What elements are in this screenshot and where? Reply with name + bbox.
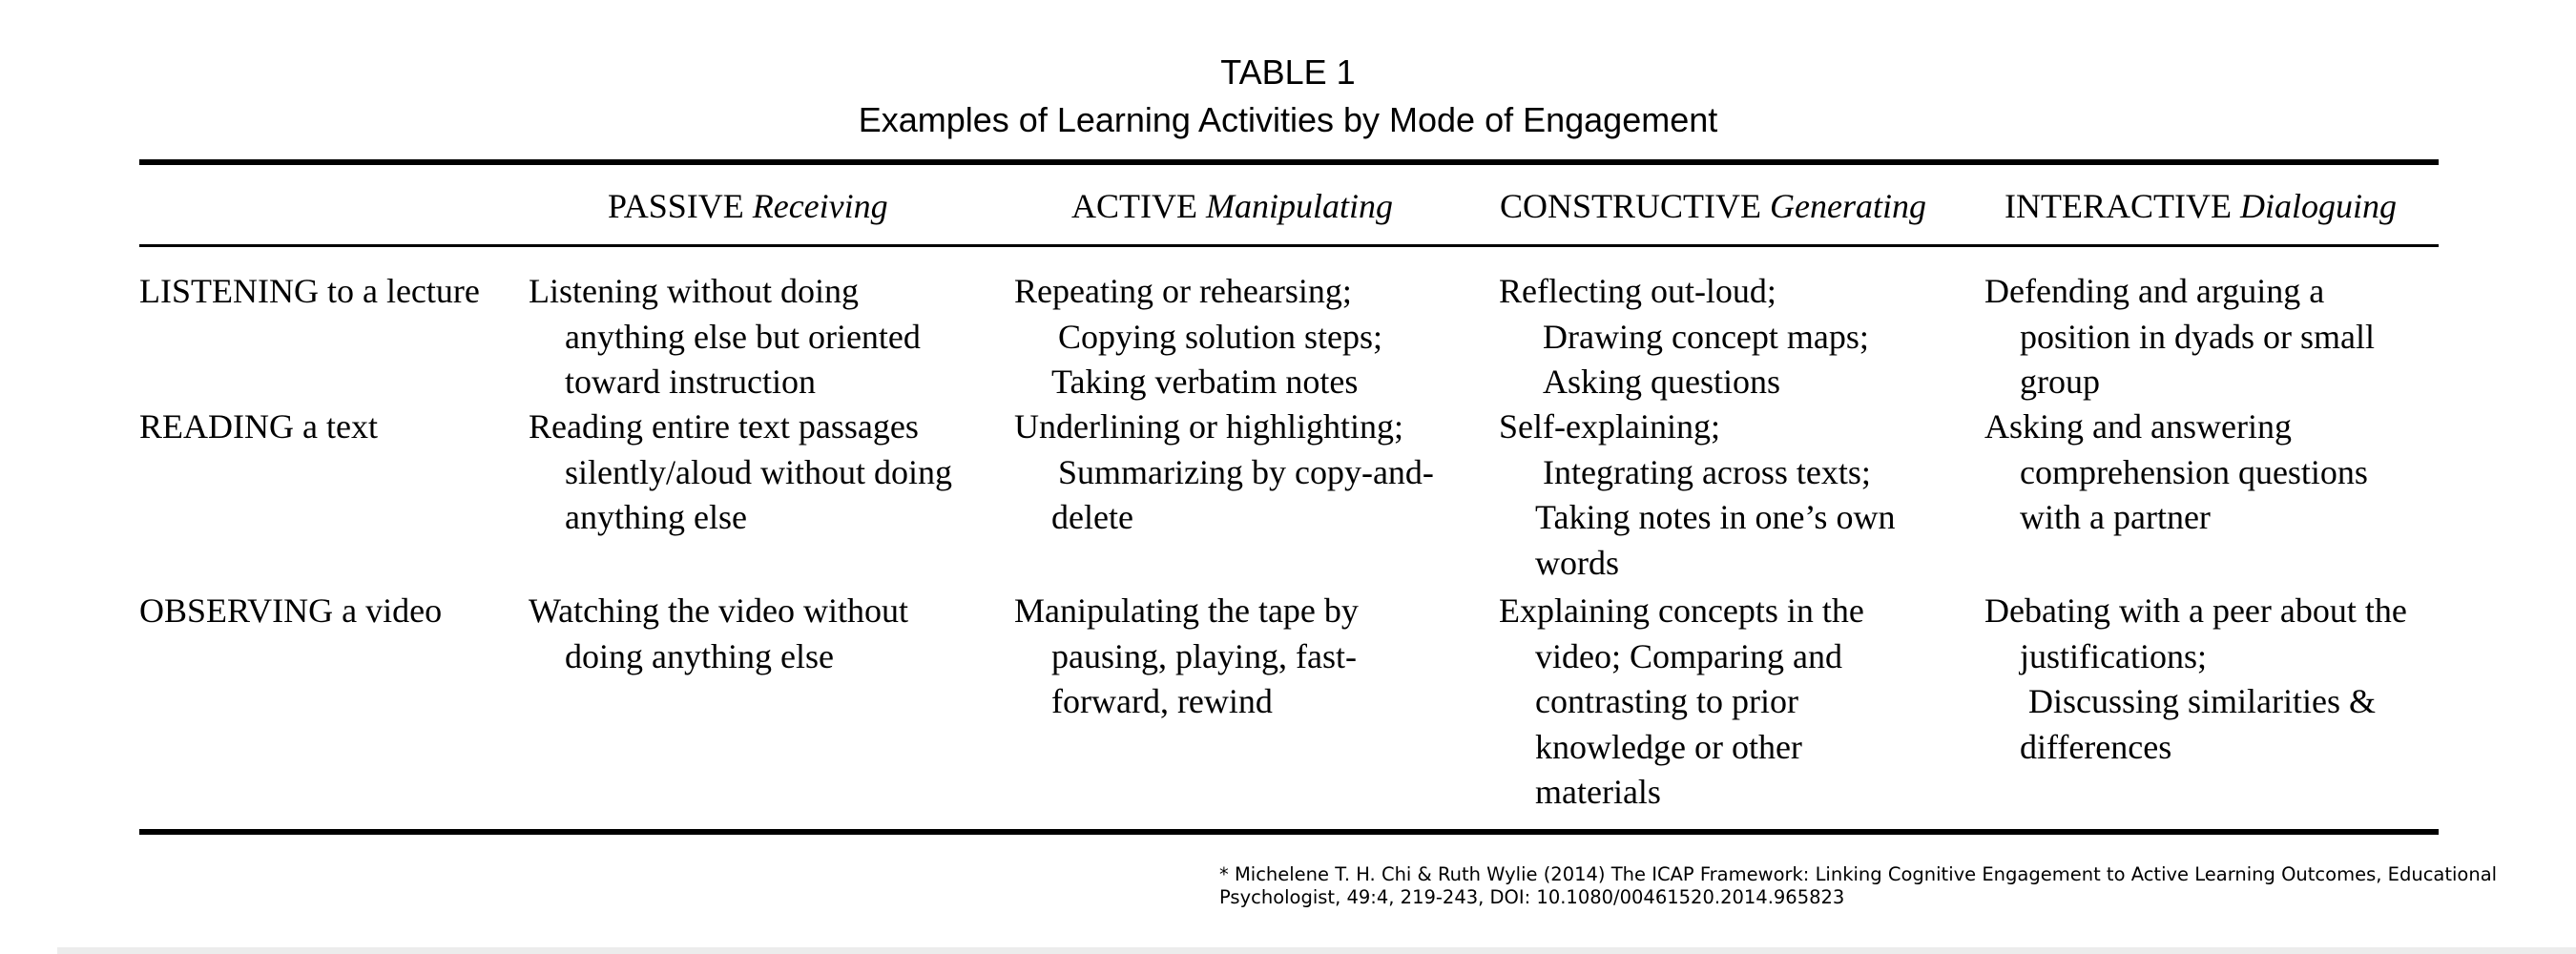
table-top-rule (139, 159, 2439, 165)
citation-footnote: * Michelene T. H. Chi & Ruth Wylie (2014) The ICAP Framework: Linking Cognitive Engagement to Active Learning Outcomes, Educational Psychologist, 49:4, 219-243, DOI: 10.1080/00461520.2014.965823 (1219, 863, 2498, 908)
row-label-listening: LISTENING to a lecture (139, 272, 480, 310)
cell-listening-interactive: Defending and arguing a position in dyads or small group (1984, 272, 2375, 401)
cell-listening-active: Repeating or rehearsing; Copying solution steps; Taking verbatim notes (1014, 272, 1383, 401)
row-label-observing: OBSERVING a video (139, 591, 443, 630)
cell-observing-constructive: Explaining concepts in the video; Comparing and contrasting to prior knowledge or other materials (1499, 591, 1864, 811)
cell-observing-active: Manipulating the tape by pausing, playing, fast- forward, rewind (1014, 591, 1359, 720)
cell-observing-interactive: Debating with a peer about the justifications; Discussing similarities & differences (1984, 591, 2407, 766)
column-header-interactive: INTERACTIVE Dialoguing (2005, 187, 2397, 225)
column-header-active: ACTIVE Manipulating (1071, 187, 1393, 225)
table-title: TABLE 1 (1220, 52, 1356, 92)
column-header-constructive: CONSTRUCTIVE Generating (1500, 187, 1926, 225)
table-header-rule (139, 244, 2439, 247)
page-bottom-edge (57, 947, 2576, 954)
table-bottom-rule (139, 829, 2439, 835)
cell-listening-passive: Listening without doing anything else but oriented toward instruction (529, 272, 921, 401)
cell-reading-constructive: Self-explaining; Integrating across texts; Taking notes in one’s own words (1499, 407, 1896, 582)
row-label-reading: READING a text (139, 407, 378, 446)
cell-observing-passive: Watching the video without doing anything else (529, 591, 909, 675)
table-subtitle: Examples of Learning Activities by Mode of Engagement (858, 100, 1718, 139)
cell-reading-interactive: Asking and answering comprehension questions with a partner (1984, 407, 2368, 536)
column-header-passive: PASSIVE Receiving (608, 187, 888, 225)
cell-listening-constructive: Reflecting out-loud; Drawing concept maps; Asking questions (1499, 272, 1869, 401)
cell-reading-active: Underlining or highlighting; Summarizing by copy-and- delete (1014, 407, 1434, 536)
cell-reading-passive: Reading entire text passages silently/aloud without doing anything else (529, 407, 952, 536)
